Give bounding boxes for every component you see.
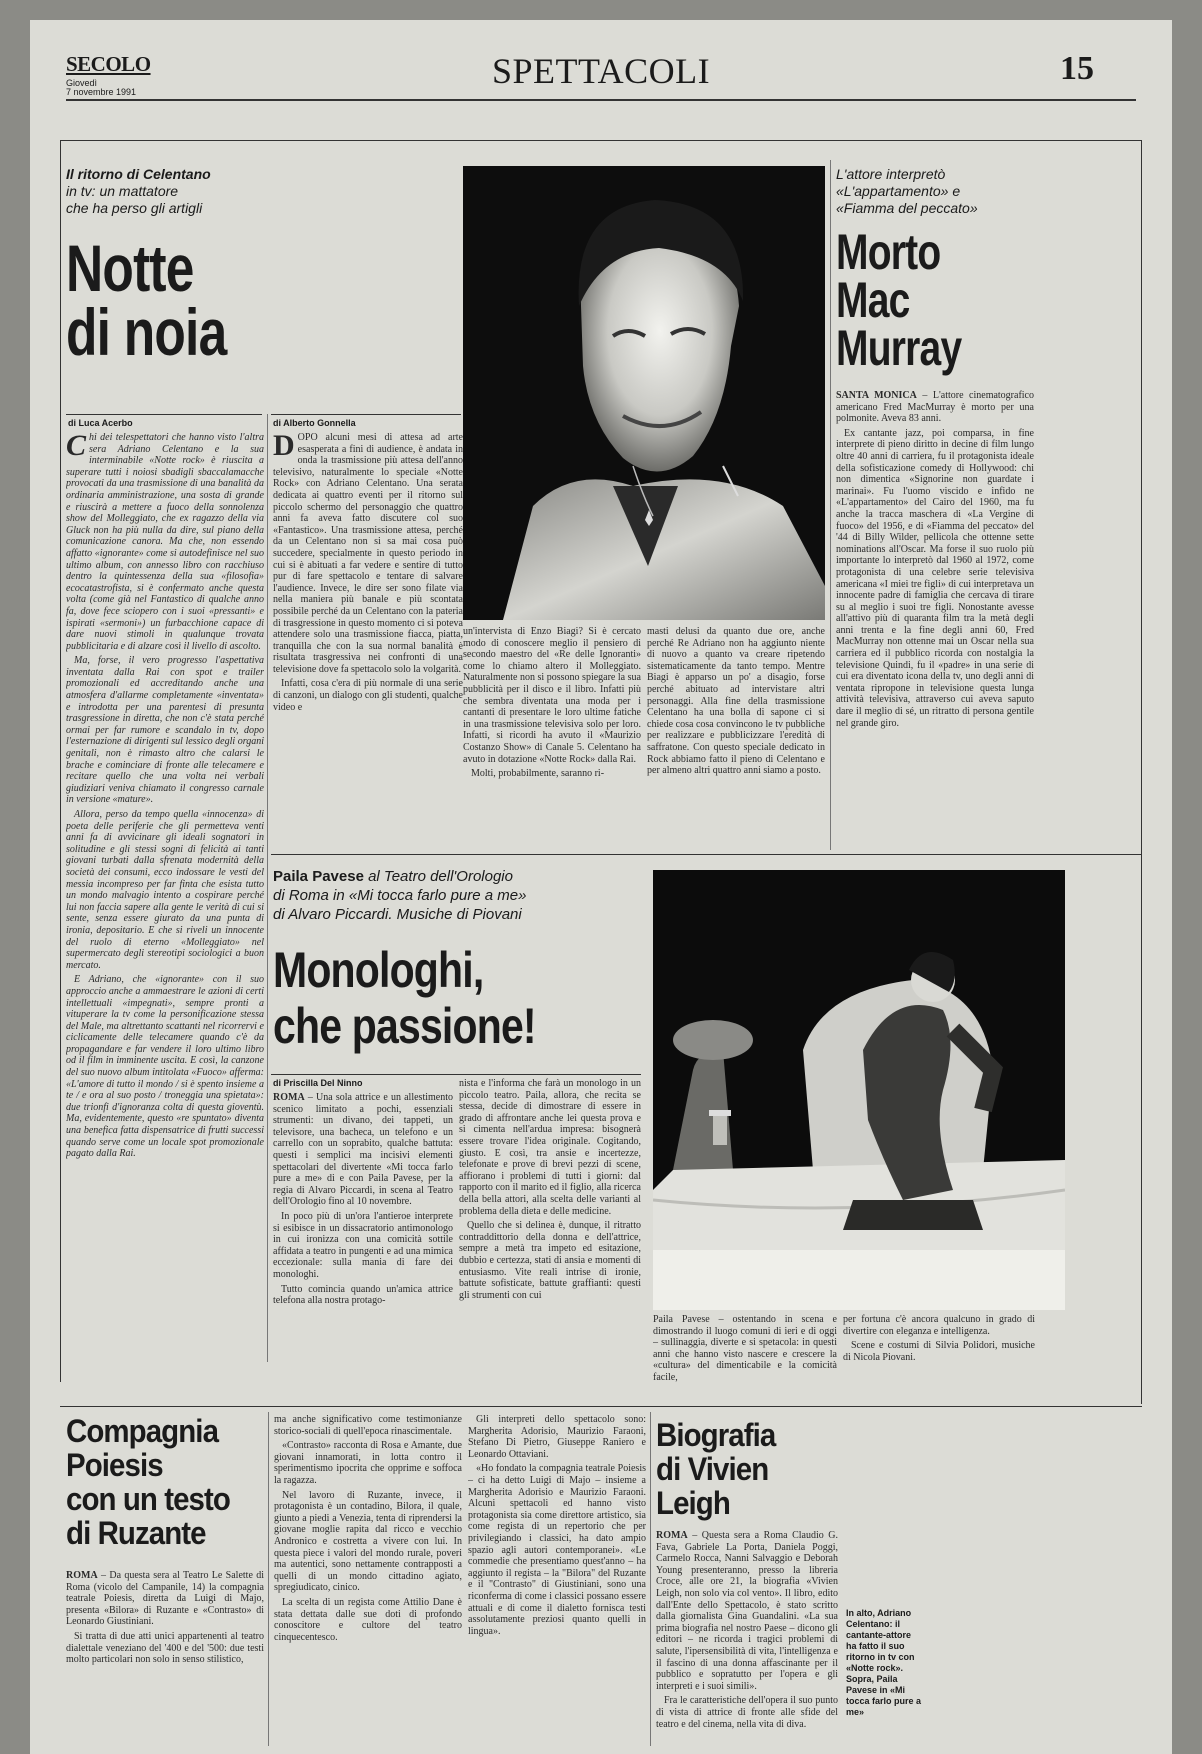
photo-caption: In alto, Adriano Celentano: il cantante-attore ha fatto il suo ritorno in tv con «Notte rock». Sopra, Paila Pavese in «Mi tocca farlo pure a me» <box>846 1608 922 1717</box>
paragraph: Scene e costumi di Silvia Polidori, musiche di Nicola Piovani. <box>843 1340 1035 1363</box>
paragraph: Ma, forse, il vero progresso l'aspettativa inventata dalla Rai con spot e trailer promozionali ed accreditando anche una atmosfera d'allarme completamente «inventata» e introdotta per una parentesi di presunta trasgressione in diretta, che non c'è stata perché ormai per far rumore e scandalo in tv, dopo l'esternazione di dirigenti sul lessico degli organi genitali, non è rimasto altro che calarsi le brache e cominciare di fronte alle telecamere e recitare quello che una volta nei verbali giudiziari veniva chiamato il congresso carnale in versione «mature». <box>66 655 264 806</box>
byline-delninno: di Priscilla Del Ninno <box>273 1078 363 1088</box>
dateline: SANTA MONICA <box>836 390 917 401</box>
kicker-line: in tv: un mattatore <box>66 183 179 199</box>
kicker-line: al Teatro dell'Orologio <box>363 868 513 885</box>
paragraph: Fra le caratteristiche dell'opera il suo punto di vista di attrice di fronte alle sfide del teatro e del cinema, nella vita di diva. <box>656 1695 838 1730</box>
paragraph: Paila Pavese – ostentando in scena e dimostrando il luogo comuni di ieri e di oggi – sullinaggia, diverte e si spetacola: in questi anni che hanno visto nascere e crescere la «cultura» del dimenticabile e la comicità facile, <box>653 1314 837 1383</box>
section-title: SPETTACOLI <box>491 51 711 91</box>
poiesis-col2 <box>274 1414 462 1746</box>
paragraph: Gli interpreti dello spettacolo sono: Margherita Adorisio, Maurizio Faraoni, Stefano Di Pietro, Giuseppe Raniero e Leonardo Ottaviani. <box>468 1414 646 1460</box>
paragraph: OPO alcuni mesi di attesa ad arte esasperata a fini di audience, è andata in onda la trasmissione più attesa dell'anno televisivo, naturalmente lo speciale «Notte Rock» con Adriano Celentano. Una serata dedicata ai quattro eventi per il ritorno sul piccolo schermo del personaggio che quattro anni fa aveva fatto discutere col suo «Fantastico». Una trasmissione attesa, perché da un Celentano non si sa mai cosa può succedere, specialmente in questo periodo in cui si è abituati a far vedere e sentire di tutto pur di fare spettacolo e tentare di salvare l'audience. Invece, le dire ser sono filate via nella maniera più banale e più scontata possibile perché da un Celentano con la pateria di trasgressione in questo momento ci si poteva attendere solo una trasmissione fiacca, piatta, tranquilla che con la sua normal banalità è risultata trasgressiva nei confronti di una televisione dove fa spettacolo solo la volgarità. <box>273 432 463 675</box>
headline-line: Notte <box>66 231 194 305</box>
headline-line: Murray <box>836 320 962 376</box>
leigh-body <box>656 1530 838 1746</box>
paragraph: per fortuna c'è ancora qualcuno in grado di divertire con eleganza e intelligenza. <box>843 1314 1035 1337</box>
dateline: ROMA <box>656 1530 688 1541</box>
poiesis-col3 <box>468 1414 646 1746</box>
paragraph: Molti, probabilmente, saranno ri- <box>471 768 605 780</box>
paragraph: – Una sola attrice e un allestimento scenico limitato a pochi, essenziali strumenti: un divano, dei tappeti, un televisore, una bacheca, un telefono e un carrello con un soprabito, qualche battuta: questi i semplici ma incisivi elementi spettacolari del divertente «Mi tocca farlo pure a me» di e con Paila Pavese, per la regia di Alvaro Piccardi, in scena al Teatro dell'Orologio fino al 10 novembre. <box>273 1092 453 1208</box>
paragraph: Allora, perso da tempo quella «innocenza» di poeta delle periferie che gli permetteva venti anni fa di avvicinare gli ideali sognatori in solitudine e gli stessi sogni di felicità ai tanti giovani turbati dalla sfrenata modernità della società dei consumi, ecco indossare le vesti del messia incompreso per far finta che esista tutto un mondo malvagio intento a cospirare perché lui non faccia sapere alla gente le verità di cui si sente, senza essere giurato da una punta di ironia, depositario. E che si riveli un innocente del ruolo di eterno «Molleggiato» nel supermercato degli stereotipi sociologici a buon mercato. <box>66 809 264 971</box>
poiesis-headline <box>66 1414 230 1550</box>
leigh-headline <box>656 1418 775 1520</box>
byline-acerbo: di Luca Acerbo <box>68 418 133 428</box>
kicker-line: di Alvaro Piccardi. Musiche di Piovani <box>273 906 522 923</box>
paragraph: masti delusi da quanto due ore, anche perché Re Adriano non ha aggiunto niente di nuovo a quanto va creare ripetendo sistematicamente da tanto tempo. Mentre Biagi è apparso un po' a disagio, forse perché abituato ad intervistare altri personaggi. Alla fine della trasmissione Celentano ha una bolla di sapone ci si chiede cosa cosa convincono le tv pubbliche per realizzare e pubblicizzare l'eredità di saffratone. Con questo speciale dedicato in Rock abbiamo fatto il pieno di Celentano e per almeno altri quattro anni siamo a posto. <box>647 626 825 777</box>
monologhi-headline <box>273 942 536 1054</box>
pavese-photo <box>653 870 1065 1310</box>
paragraph: La scelta di un regista come Attilio Dane è stata dettata dalle sue doti di profondo conoscitore e cultore del teatro cinquecentesco. <box>274 1596 462 1643</box>
frame-right-rule <box>1141 140 1142 1404</box>
vertical-col-rule <box>267 414 268 1362</box>
paragraph: «Contrasto» racconta di Rosa e Amante, due giovani innamorati, in lotta contro il sperimentismo ipocrita che opprime e soffoca la ragazza. <box>274 1440 462 1486</box>
celentano-col3 <box>463 626 641 850</box>
headline-line: Morto <box>836 224 941 280</box>
monologhi-col4 <box>843 1314 1035 1402</box>
paragraph: Si tratta di due atti unici appartenenti al teatro dialettale veneziano del '400 e del '500: due testi molto particolari non solo in senso stilistico, <box>66 1630 264 1666</box>
headline-line: di noia <box>66 295 227 369</box>
headline-line: di Vivien <box>656 1451 769 1487</box>
kicker-name: Paila Pavese <box>273 868 364 885</box>
headline-line: Poiesis <box>66 1447 163 1483</box>
page-number: 15 <box>1060 50 1094 87</box>
vertical-col-rule <box>650 1412 651 1746</box>
dateline: ROMA <box>273 1092 305 1103</box>
section-divider <box>271 854 1141 855</box>
vertical-col-rule <box>268 1412 269 1746</box>
headline-line: di Ruzante <box>66 1515 206 1551</box>
headline-line: Compagnia <box>66 1413 219 1449</box>
headline-line: che passione! <box>273 998 536 1054</box>
newspaper-page <box>30 20 1172 1754</box>
macmurray-headline <box>836 224 962 376</box>
paragraph: – Questa sera a Roma Claudio G. Fava, Gabriele La Porta, Daniela Poggi, Carmelo Rocca, Nanni Salvaggio e Deborah Young presenteranno, presso la libreria Croce, alle ore 21, la biografia «Vivien Leigh, non solo via col vento». Il libro, edito dall'Ente dello Spettacolo, è stato scritto dalla giornalista Gina Guandalini. «La sua prima biografia nel nostro Paese – dicono gli editori – ne ricorda i tragici problemi di salute, l'ipersensibilità di vita, l'intelligenza e il fascino di una donna affascinante per il pubblico e sopratutto per l'opera e gli interpreti e i suoi simili». <box>656 1530 838 1692</box>
masthead-rule <box>66 99 1136 101</box>
frame-top-rule <box>60 140 1142 141</box>
paragraph: – Da questa sera al Teatro Le Salette di Roma (vicolo del Campanile, 14) la compagnia teatrale Poiesis, diretta da Luigi di Majo, presenta «Bilora» di Ruzante e «Contrasto» di Leonardo Giustiniani. <box>66 1570 264 1628</box>
masthead <box>30 20 1172 98</box>
celentano-kicker <box>66 166 306 217</box>
paragraph: Ex cantante jazz, poi comparsa, in fine interprete di pieno diritto in decine di film lungo oltre 40 anni di carriera, fu il protagonista ideale della sofisticazione comedy di Hollywood: chi non dimentica «Signorine non guardate i marinai». Fu l'uomo viscido e infido ne «L'appartamento» del Cairo del 1960, ma fu anche la tracca maschera di «La Vergine di fuoco» del 1956, e di «Fiamma del peccato» del '44 di Billy Wilder, pellicola che ottenne sette nominations all'Oscar. Ma forse il suo ruolo più importante lo interpretò dal 1960 al 1972, come protagonista di una celebre serie televisiva americana «I miei tre figli» di cui interpretava un innocente padre di famiglia che cercava di tirare su al meglio i suoi tre figli. Nonostante avesse all'attivo più di quaranta film tra la metà degli anni trenta e la fine degli anni 60, Fred MacMurray non ottenne mai un Oscar nella sua carriera ed il pubblico ricorda con nostalgia la televisione Quindi, fu il «padre» in una serie di cui era diventato icona della tv, uno degli anni di ventata ripropone in televisione questa lunga attività televisiva, attraverso cui aveva saputo dare il meglio di sé, un ritratto di persona gentile nel grande giro. <box>836 427 1034 729</box>
monologhi-col1 <box>273 1092 453 1402</box>
headline-line: con un testo <box>66 1481 230 1517</box>
monologhi-col2 <box>459 1078 641 1402</box>
celentano-photo <box>463 166 825 620</box>
kicker-line: L'attore interpretò <box>836 166 946 182</box>
paragraph: E Adriano, che «ignorante» con il suo approccio anche a ammaestrare le azioni di certi intellettuali «impegnati», sempre pronti a vituperare la tv come la personificazione stessa del Male, ma altrettanto scattanti nel ricorrervi e ciclicamente delle telecamere quando c'è da propagandare e far vendere il loro ultimo libro od il film in imminente uscita. E così, la canzone del suo nuovo album intitolata «Fuoco» afferma: «L'amore di tutto il mondo / si è spento insieme a te / e ora al suo posto / troneggia una spietata»: due trionfi d'ignoranza colta di questa gioventù. Ma, evidentemente, questo «re spuntato» diventa una benefica fatta dispensatrice di frutti successi quando serve come un locale spot promozionale pagato dalla Rai. <box>66 974 264 1160</box>
byline-gonnella: di Alberto Gonnella <box>273 418 356 428</box>
paragraph: «Ho fondato la compagnia teatrale Poiesis – ci ha detto Luigi di Majo – insieme a Margherita Adorisio e Maurizio Faraoni. Alcuni spettacoli ed hanno visto protagonista sia come direttore artistico, sia come regista di un repertorio che per privilegiando i classici, ha dato ampio spazio agli autori contemporanei». «Le commedie che presentiamo quest'anno – ha aggiunto il regista – la "Bilora" del Ruzante e il "Contrasto" di Giustiniani, sono una riconferma di come i classici possano essere attuali e di come il dialetto fornisca testi assolutamente preziosi quanto quelli in lingua». <box>468 1463 646 1637</box>
paragraph: Infatti, cosa c'era di più normale di una serie di canzoni, un dialogo con gli studenti, qualche video e <box>273 678 463 713</box>
dateline: ROMA <box>66 1570 98 1581</box>
newspaper-logo: SECOLO <box>66 52 151 76</box>
kicker-line: «L'appartamento» e <box>836 183 961 199</box>
kicker-bold: Il ritorno di Celentano <box>66 166 211 182</box>
celentano-headline <box>66 231 227 369</box>
headline-line: Mac <box>836 272 910 328</box>
kicker-line: «Fiamma del peccato» <box>836 200 978 216</box>
kicker-line: che ha perso gli artigli <box>66 200 203 216</box>
pavese-stage-scene <box>653 870 1065 1310</box>
paragraph: hi dei telespettatori che hanno visto l'altra sera Adriano Celentano e la sua interminabile «Notte rock» è riuscita a superare tutti i noiosi sbadigli sbaccalamacche provocati da una trasmissione di una banalità da ordinaria amministrazione, una sosta di grande e riuscirà a mettere a fuoco della sonnolenza show del Molleggiato, che ex ragazzo della via Gluck non ha più nulla da dire, sul piano della comunicazione canora. Ma che, non essendo affatto «ignorante» come si autodefinisce nel suo ultimo album, con annesso libro con racchiuso dentro la quintessenza della sua «filosofia» ecocatastrofista, si è confermato anche questa volta (come già nel Fantastico di qualche anno fa, dove fece sciopero con i suoi «pressanti» e ispirati «sermoni») un furbacchione capace di dare nuovi stimoli in qualunque trovata pubblicitaria e di alzare così il livello di ascolto. <box>66 432 264 652</box>
monologhi-kicker <box>273 867 653 924</box>
paragraph: Quello che si delinea è, dunque, il ritratto contraddittorio della donna e dell'attrice, sempre a metà tra impeto ed esitazione, dubbio e certezza, stati di ansia e momenti di entusiasmo. Vite reali intrise di ironie, battute sofisticate, battute graffianti: questi gli strumenti con cui <box>459 1220 641 1301</box>
vertical-col-rule <box>830 160 831 850</box>
celentano-col4 <box>647 626 825 850</box>
headline-line: Leigh <box>656 1485 730 1521</box>
weekday: Giovedì <box>66 78 98 88</box>
monologhi-col3 <box>653 1314 837 1402</box>
celentano-col1 <box>66 432 264 1362</box>
paragraph: – L'attore cinematografico americano Fred MacMurray è morto per una polmonite. Aveva 83 anni. <box>836 390 1034 425</box>
celentano-portrait <box>463 166 825 620</box>
paragraph: Tutto comincia quando un'amica attrice telefona alla nostra protago- <box>273 1283 453 1307</box>
macmurray-body <box>836 390 1034 850</box>
bottom-section-rule <box>60 1406 1142 1407</box>
col-divider <box>66 414 262 415</box>
headline-line: Biografia <box>656 1417 776 1453</box>
headline-line: Monologhi, <box>273 942 484 998</box>
paragraph: nista e l'informa che farà un monologo in un piccolo teatro. Paila, allora, che recita se stessa, decide di dimostrare di essere in grado di affrontare anche lei questa prova e si cimenta nell'ardua impresa: bisognerà essere trovare l'idea originale. Cogitando, giusto. E così, tra ansie e incertezze, telefonate e prove di brevi pezzi di scene, affiorano i problemi di tutti i giorni: dal rapporto con il marito ed il figlio, alla ricerca della bella attori, alla scelta delle varianti al problema della dieta e delle medicine. <box>459 1078 641 1217</box>
dropcap: C <box>66 432 87 462</box>
col-divider <box>271 1074 641 1075</box>
poiesis-col1 <box>66 1570 264 1746</box>
paragraph: Nel lavoro di Ruzante, invece, il protagonista è un contadino, Bilora, il quale, giunto a piedi a Venezia, tenta di riprendersi la giovane moglie rapita dal ricco e vecchio Andronico e costretta a vivere con lui. In questa piece i valori del mondo rurale, poveri ma autentici, sono nettamente contrapposti a quelli di un mondo cittadino agiato, spregiudicato, cinico. <box>274 1489 462 1594</box>
paragraph: ma anche significativo come testimonianze storico-sociali di quell'epoca rinascimentale. <box>274 1414 462 1437</box>
frame-left-rule <box>60 140 61 1382</box>
macmurray-kicker <box>836 166 1036 217</box>
kicker-line: di Roma in «Mi tocca farlo pure a me» <box>273 887 527 904</box>
celentano-col2 <box>273 432 463 850</box>
date: 7 novembre 1991 <box>66 87 137 97</box>
paragraph: In poco più di un'ora l'antieroe interprete si esibisce in un dissacratorio antimonologo in cui ironizza con una comicità sottile affidata a teatro in pungenti e ad una mimica eccezionale: sulla mania di fare dei monologhi. <box>273 1210 453 1280</box>
col-divider <box>271 414 461 415</box>
paragraph: un'intervista di Enzo Biagi? Si è cercato modo di conoscere meglio il pensiero di secondo maestro del «Re delle Ignoranti» come lo chiamo altero il Molleggiato. Naturalmente non si possono spiegare la sua pubblicità per il disco e il libro. Infatti più che sembra diventata una moda per i cantanti di presentare le loro ultime fatiche in una trasmissione televisiva solo per loro. Infatti, si ricordi ha avuto il «Maurizio Costanzo Show» di Canale 5. Celentano ha avuto in dotazione «Notte Rock» dalla Rai. <box>463 626 641 765</box>
dropcap: D <box>273 432 295 462</box>
